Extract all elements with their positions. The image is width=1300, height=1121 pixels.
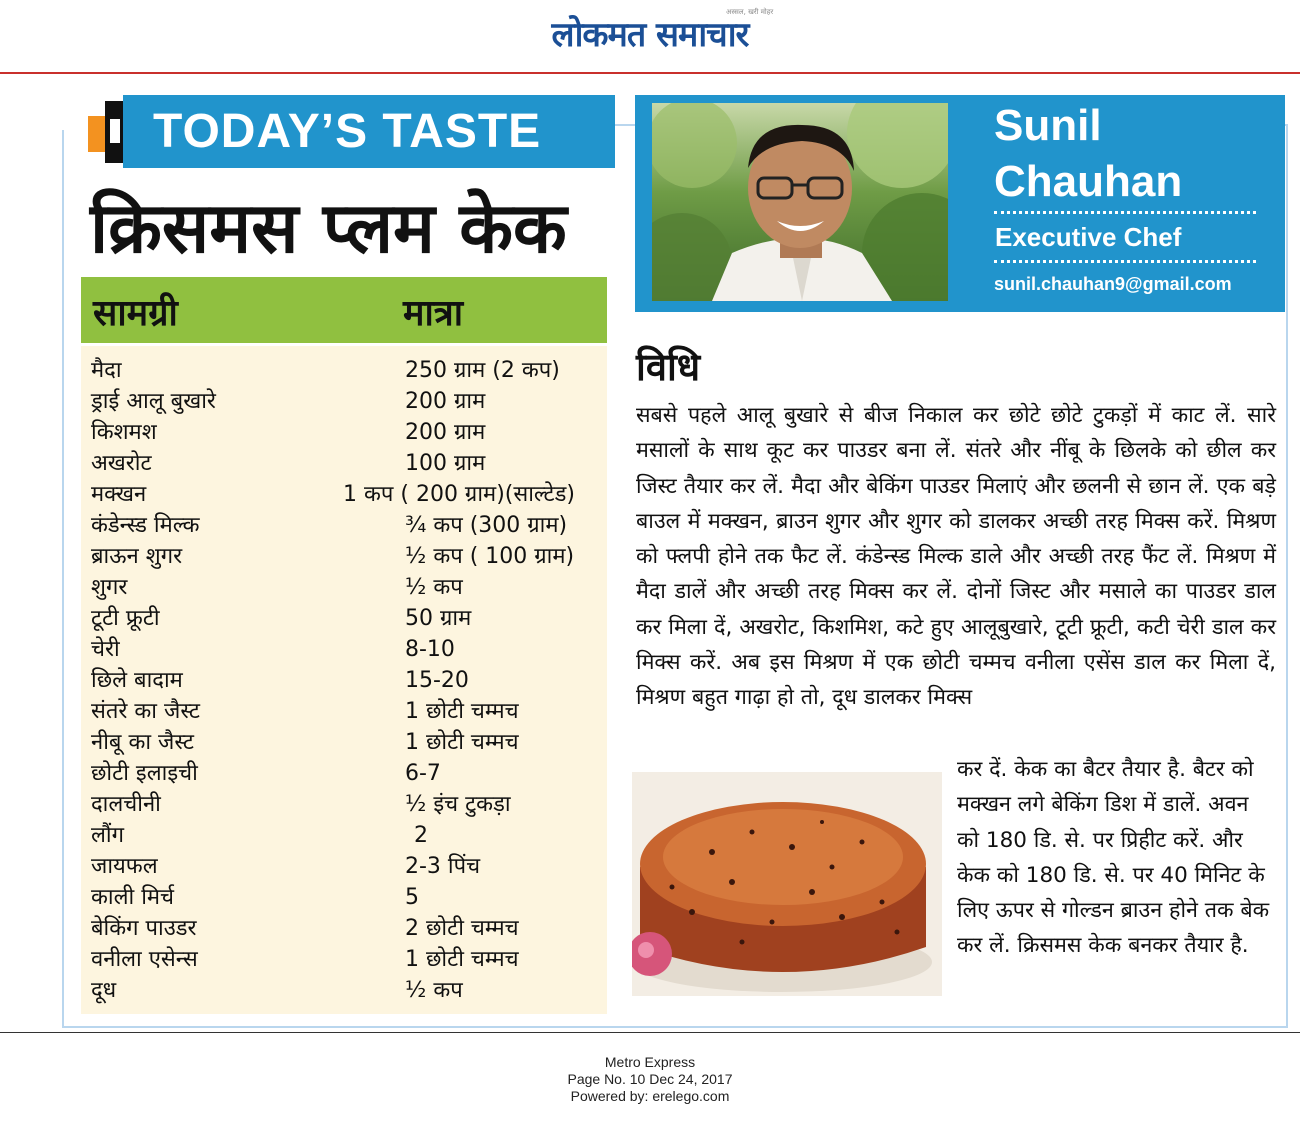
ingredient-name: अखरोट (91, 451, 152, 476)
todays-taste-banner: TODAY’S TASTE (123, 95, 615, 168)
ingredient-row (81, 758, 607, 789)
ingredient-row (81, 634, 607, 665)
chef-photo (652, 103, 948, 301)
ingredient-quantity: 2 छोटी चम्मच (405, 916, 519, 941)
ingredient-name: नीबू का जैस्ट (91, 730, 195, 755)
method-heading: विधि (636, 345, 701, 389)
footer-divider (0, 1032, 1300, 1033)
ingredient-name: ड्राई आलू बुखारे (91, 389, 216, 414)
ingredient-row (81, 448, 607, 479)
ingredient-row (81, 696, 607, 727)
ingredient-quantity: 8-10 (405, 637, 455, 662)
ingredient-quantity: 100 ग्राम (405, 451, 486, 476)
ingredient-quantity: 250 ग्राम (2 कप) (405, 358, 560, 383)
ingredient-row (81, 820, 607, 851)
ingredient-row (81, 603, 607, 634)
ingredient-row (81, 541, 607, 572)
footer (0, 1054, 1300, 1105)
method-text: सबसे पहले आलू बुखारे से बीज निकाल कर छोटे छोटे टुकड़ों में काट लें. सारे मसालों के साथ कूट कर पाउडर बना लें. संतरे और नींबू के छिलके को छील कर जिस्ट तैयार कर लें. मैदा और बेकिंग पाउडर मिलाएं और छलनी से छान लें. एक बड़े बाउल में मक्खन, ब्राउन शुगर और शुगर को डालकर अच्छी तरह मिक्स करें. मिश्रण को फ्लपी होने तक फैट लें. कंडेन्स्ड मिल्क डाले और अच्छी तरह फैंट लें. मिश्रण में मैदा डालें और अच्छी तरह मिक्स कर लें. दोनों जिस्ट और मसाले का पाउडर डाल कर मिला दें, अखरोट, किशमिश, कटे हुए आलूबुखारे, टूटी फ्रूटी, कटी चेरी डाल कर मिक्स करें. अब इस मिश्रण में एक छोटी चम्मच वनीला एसेंस डाल कर मिला दें, मिश्रण बहुत गाढ़ा हो तो, दूध डालकर मिक्स (636, 403, 1276, 711)
ingredient-quantity: 1 कप ( 200 ग्राम)(साल्टेड) (343, 482, 575, 507)
ingredient-row (81, 882, 607, 913)
ingredient-name: संतरे का जैस्ट (91, 699, 200, 724)
chef-role: Executive Chef (995, 222, 1182, 252)
ingredient-row (81, 913, 607, 944)
ingredient-row (81, 789, 607, 820)
method-text-continued: कर दें. केक का बैटर तैयार है. बैटर को मक्खन लगे बेकिंग डिश में डालें. अवन को 180 डि. से. पर प्रिहीट करें. और केक को 180 डि. से. पर 40 मिनिट के लिए ऊपर से गोल्डन ब्राउन होने तक बेक कर लें. क्रिसमस केक बनकर तैयार है. (957, 757, 1270, 959)
ingredient-name: टूटी फ्रूटी (91, 606, 160, 631)
ingredient-name: मक्खन (91, 482, 147, 507)
ingredient-name: मैदा (91, 358, 122, 383)
ingredient-quantity: 2 (414, 823, 428, 848)
ingredient-row (81, 510, 607, 541)
newspaper-logo: लोकमत समाचार (551, 15, 749, 55)
ingredient-name: वनीला एसेन्स (91, 947, 198, 972)
ingredient-name: ब्राऊन शुगर (91, 544, 183, 569)
ingredient-row (81, 665, 607, 696)
ingredient-column-header: सामग्री (93, 293, 178, 334)
footer-powered-by: Powered by: erelego.com (570, 1088, 730, 1104)
dotted-divider (994, 211, 1256, 214)
dotted-divider (994, 260, 1256, 263)
ingredient-quantity: 200 ग्राम (405, 420, 486, 445)
masthead-tagline: अस्सल, खरी मोहर (726, 8, 774, 16)
ingredient-name: कंडेन्स्ड मिल्क (91, 513, 200, 538)
ingredient-quantity: ½ इंच टुकड़ा (405, 792, 511, 817)
ingredient-name: दूध (91, 978, 117, 1003)
ingredient-name: शुगर (91, 575, 128, 600)
ingredient-row (81, 851, 607, 882)
cake-photo (632, 772, 942, 996)
ingredient-quantity: ½ कप ( 100 ग्राम) (405, 544, 575, 569)
ingredient-name: काली मिर्च (91, 885, 175, 910)
ingredient-quantity: ½ कप (405, 978, 463, 1003)
ingredient-quantity: 50 ग्राम (405, 606, 472, 631)
ingredient-quantity: 1 छोटी चम्मच (405, 730, 519, 755)
ingredient-quantity: ¾ कप (300 ग्राम) (405, 513, 568, 538)
ingredient-row (81, 386, 607, 417)
ingredient-quantity: 6-7 (405, 761, 441, 786)
ingredient-row (81, 944, 607, 975)
ingredient-name: चेरी (91, 637, 120, 662)
ingredient-name: बेकिंग पाउडर (91, 916, 197, 941)
ingredient-row (81, 975, 607, 1006)
footer-page-date: Page No. 10 Dec 24, 2017 (567, 1071, 733, 1087)
ingredient-row (81, 572, 607, 603)
ingredient-row (81, 417, 607, 448)
ingredient-quantity: 1 छोटी चम्मच (405, 947, 519, 972)
ingredient-quantity: ½ कप (405, 575, 463, 600)
ingredient-name: दालचीनी (91, 792, 161, 817)
ingredient-quantity: 5 (405, 885, 419, 910)
ingredient-quantity: 200 ग्राम (405, 389, 486, 414)
ingredient-row (81, 355, 607, 386)
chef-name: Sunil Chauhan (994, 101, 1183, 206)
ingredients-header (81, 277, 607, 343)
ingredient-name: किशमश (91, 420, 157, 445)
ingredient-row (81, 727, 607, 758)
ingredient-name: जायफल (91, 854, 158, 879)
footer-edition: Metro Express (604, 1054, 696, 1070)
masthead (0, 0, 1300, 74)
ingredient-row (81, 479, 607, 510)
chef-email: sunil.chauhan9@gmail.com (994, 274, 1232, 294)
ingredient-name: छिले बादाम (91, 668, 183, 693)
quantity-column-header: मात्रा (403, 293, 464, 334)
ingredient-name: छोटी इलाइची (91, 761, 198, 786)
ingredient-name: लौंग (91, 823, 125, 848)
recipe-title: क्रिसमस प्लम केक (90, 187, 567, 269)
ingredients-table (81, 346, 607, 1014)
ingredient-quantity: 15-20 (405, 668, 469, 693)
ingredient-quantity: 1 छोटी चम्मच (405, 699, 519, 724)
ingredient-quantity: 2-3 पिंच (405, 854, 481, 879)
